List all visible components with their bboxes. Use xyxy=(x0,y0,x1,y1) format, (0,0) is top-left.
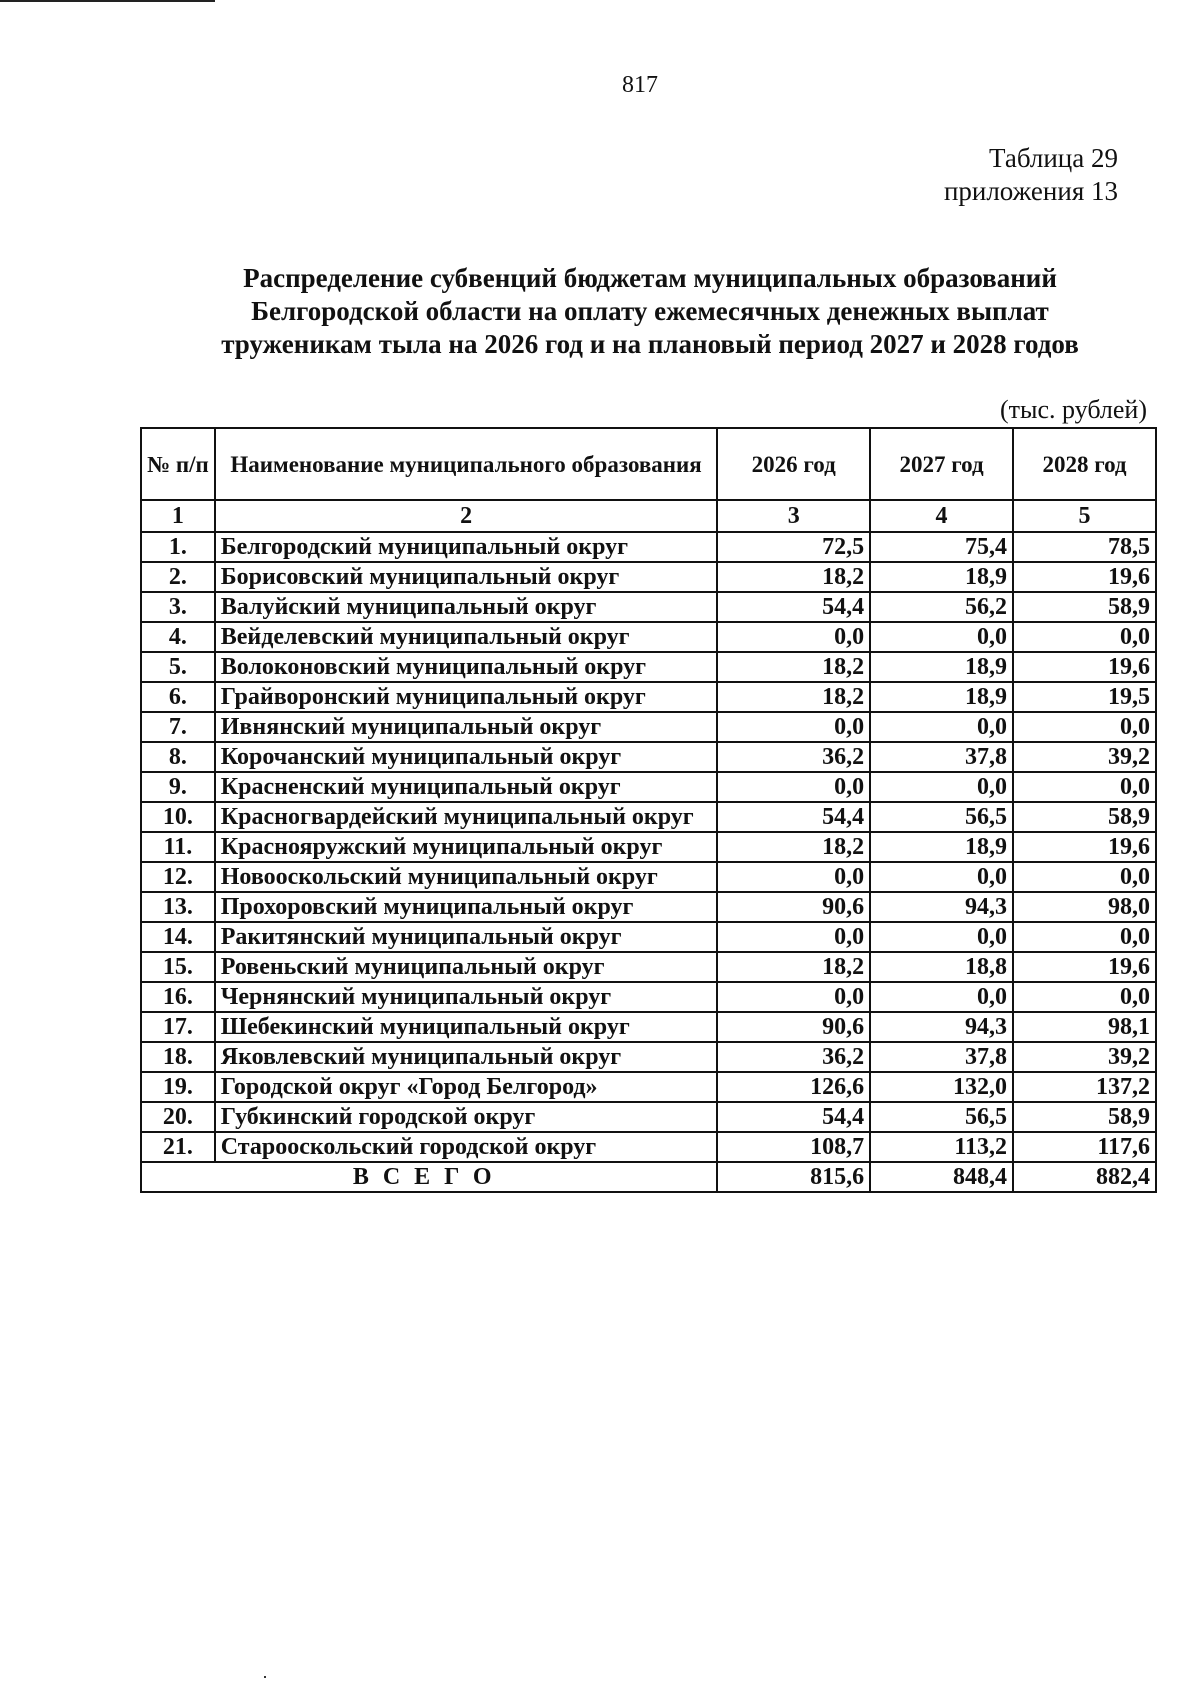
row-number: 19. xyxy=(141,1072,215,1102)
value-2027: 0,0 xyxy=(870,982,1013,1012)
table-row xyxy=(141,622,1156,652)
municipality-name: Красногвардейский муниципальный округ xyxy=(215,802,718,832)
total-label: ВСЕГО xyxy=(141,1162,717,1192)
value-2027: 56,5 xyxy=(870,802,1013,832)
value-2027: 0,0 xyxy=(870,622,1013,652)
page-number: 817 xyxy=(622,72,658,98)
row-number: 3. xyxy=(141,592,215,622)
municipality-name: Белгородский муниципальный округ xyxy=(215,532,718,562)
value-2028: 39,2 xyxy=(1013,1042,1156,1072)
value-2027: 18,8 xyxy=(870,952,1013,982)
municipality-name: Новооскольский муниципальный округ xyxy=(215,862,718,892)
value-2027: 132,0 xyxy=(870,1072,1013,1102)
value-2028: 19,5 xyxy=(1013,682,1156,712)
value-2028: 0,0 xyxy=(1013,622,1156,652)
row-number: 1. xyxy=(141,532,215,562)
municipality-name: Шебекинский муниципальный округ xyxy=(215,1012,718,1042)
subvention-table xyxy=(140,427,1157,1193)
municipality-name: Ивнянский муниципальный округ xyxy=(215,712,718,742)
table-row xyxy=(141,862,1156,892)
value-2027: 94,3 xyxy=(870,892,1013,922)
value-2027: 18,9 xyxy=(870,562,1013,592)
value-2028: 0,0 xyxy=(1013,922,1156,952)
municipality-name: Борисовский муниципальный округ xyxy=(215,562,718,592)
value-2028: 0,0 xyxy=(1013,862,1156,892)
value-2026: 0,0 xyxy=(717,982,870,1012)
value-2027: 94,3 xyxy=(870,1012,1013,1042)
value-2027: 18,9 xyxy=(870,652,1013,682)
value-2026: 54,4 xyxy=(717,802,870,832)
document-title xyxy=(150,262,1150,361)
value-2028: 58,9 xyxy=(1013,802,1156,832)
column-number: 2 xyxy=(215,500,718,532)
value-2026: 0,0 xyxy=(717,862,870,892)
row-number: 20. xyxy=(141,1102,215,1132)
municipality-name: Валуйский муниципальный округ xyxy=(215,592,718,622)
column-number: 4 xyxy=(870,500,1013,532)
row-number: 16. xyxy=(141,982,215,1012)
municipality-name: Старооскольский городской округ xyxy=(215,1132,718,1162)
table-reference xyxy=(944,142,1118,208)
value-2028: 39,2 xyxy=(1013,742,1156,772)
total-value-2027: 848,4 xyxy=(870,1162,1013,1192)
scan-edge-line xyxy=(0,0,215,2)
value-2027: 56,2 xyxy=(870,592,1013,622)
header-2027: 2027 год xyxy=(870,428,1013,500)
value-2027: 0,0 xyxy=(870,862,1013,892)
municipality-name: Вейделевский муниципальный округ xyxy=(215,622,718,652)
table-row xyxy=(141,772,1156,802)
table-row xyxy=(141,982,1156,1012)
table-row xyxy=(141,682,1156,712)
value-2026: 0,0 xyxy=(717,772,870,802)
municipality-name: Губкинский городской округ xyxy=(215,1102,718,1132)
municipality-name: Краснояружский муниципальный округ xyxy=(215,832,718,862)
row-number: 7. xyxy=(141,712,215,742)
value-2026: 36,2 xyxy=(717,1042,870,1072)
value-2026: 126,6 xyxy=(717,1072,870,1102)
scan-speck xyxy=(264,1676,266,1678)
table-row xyxy=(141,652,1156,682)
value-2027: 18,9 xyxy=(870,682,1013,712)
table-row xyxy=(141,592,1156,622)
value-2027: 0,0 xyxy=(870,712,1013,742)
value-2026: 0,0 xyxy=(717,622,870,652)
value-2028: 78,5 xyxy=(1013,532,1156,562)
row-number: 5. xyxy=(141,652,215,682)
table-row xyxy=(141,532,1156,562)
municipality-name: Прохоровский муниципальный округ xyxy=(215,892,718,922)
value-2027: 56,5 xyxy=(870,1102,1013,1132)
municipality-name: Ровеньский муниципальный округ xyxy=(215,952,718,982)
header-name: Наименование муниципального образования xyxy=(215,428,718,500)
row-number: 10. xyxy=(141,802,215,832)
municipality-name: Ракитянский муниципальный округ xyxy=(215,922,718,952)
value-2026: 0,0 xyxy=(717,922,870,952)
value-2028: 137,2 xyxy=(1013,1072,1156,1102)
value-2027: 37,8 xyxy=(870,742,1013,772)
column-number: 1 xyxy=(141,500,215,532)
table-row xyxy=(141,802,1156,832)
row-number: 12. xyxy=(141,862,215,892)
row-number: 8. xyxy=(141,742,215,772)
municipality-name: Грайворонский муниципальный округ xyxy=(215,682,718,712)
total-row xyxy=(141,1162,1156,1192)
value-2028: 98,1 xyxy=(1013,1012,1156,1042)
value-2028: 0,0 xyxy=(1013,712,1156,742)
value-2028: 0,0 xyxy=(1013,982,1156,1012)
row-number: 4. xyxy=(141,622,215,652)
table-row xyxy=(141,1072,1156,1102)
value-2028: 98,0 xyxy=(1013,892,1156,922)
table-row xyxy=(141,562,1156,592)
value-2026: 54,4 xyxy=(717,1102,870,1132)
value-2027: 18,9 xyxy=(870,832,1013,862)
table-row xyxy=(141,922,1156,952)
table-reference-line-2: приложения 13 xyxy=(943,176,1118,206)
row-number: 17. xyxy=(141,1012,215,1042)
row-number: 2. xyxy=(141,562,215,592)
municipality-name: Волоконовский муниципальный округ xyxy=(215,652,718,682)
table-row xyxy=(141,952,1156,982)
document-title-line-3: труженикам тыла на 2026 год и на плановый период 2027 и 2028 годов xyxy=(221,329,1079,359)
municipality-name: Корочанский муниципальный округ xyxy=(215,742,718,772)
table-row xyxy=(141,1042,1156,1072)
value-2027: 75,4 xyxy=(870,532,1013,562)
row-number: 14. xyxy=(141,922,215,952)
column-number: 5 xyxy=(1013,500,1156,532)
value-2028: 117,6 xyxy=(1013,1132,1156,1162)
value-2026: 18,2 xyxy=(717,682,870,712)
units-label: (тыс. рублей) xyxy=(999,395,1147,424)
row-number: 6. xyxy=(141,682,215,712)
row-number: 11. xyxy=(141,832,215,862)
row-number: 18. xyxy=(141,1042,215,1072)
value-2026: 18,2 xyxy=(717,652,870,682)
value-2026: 108,7 xyxy=(717,1132,870,1162)
value-2026: 54,4 xyxy=(717,592,870,622)
value-2026: 36,2 xyxy=(717,742,870,772)
header-2028: 2028 год xyxy=(1013,428,1156,500)
table-reference-line-1: Таблица 29 xyxy=(989,143,1118,173)
table-row xyxy=(141,892,1156,922)
value-2027: 0,0 xyxy=(870,772,1013,802)
table-row xyxy=(141,712,1156,742)
document-title-line-2: Белгородской области на оплату ежемесячных денежных выплат xyxy=(251,296,1049,326)
value-2028: 19,6 xyxy=(1013,562,1156,592)
municipality-name: Яковлевский муниципальный округ xyxy=(215,1042,718,1072)
value-2026: 90,6 xyxy=(717,892,870,922)
row-number: 13. xyxy=(141,892,215,922)
municipality-name: Красненский муниципальный округ xyxy=(215,772,718,802)
value-2027: 37,8 xyxy=(870,1042,1013,1072)
municipality-name: Городской округ «Город Белгород» xyxy=(215,1072,718,1102)
table-body xyxy=(141,428,1156,1192)
value-2028: 19,6 xyxy=(1013,652,1156,682)
value-2027: 0,0 xyxy=(870,922,1013,952)
column-number-row xyxy=(141,500,1156,532)
value-2026: 0,0 xyxy=(717,712,870,742)
header-2026: 2026 год xyxy=(717,428,870,500)
table-row xyxy=(141,1012,1156,1042)
value-2028: 19,6 xyxy=(1013,832,1156,862)
value-2027: 113,2 xyxy=(870,1132,1013,1162)
table-row xyxy=(141,1132,1156,1162)
header-row xyxy=(141,428,1156,500)
table-row xyxy=(141,742,1156,772)
value-2028: 19,6 xyxy=(1013,952,1156,982)
value-2026: 18,2 xyxy=(717,952,870,982)
value-2028: 58,9 xyxy=(1013,1102,1156,1132)
table-row xyxy=(141,1102,1156,1132)
value-2026: 18,2 xyxy=(717,832,870,862)
value-2026: 90,6 xyxy=(717,1012,870,1042)
total-value-2028: 882,4 xyxy=(1013,1162,1156,1192)
municipality-name: Чернянский муниципальный округ xyxy=(215,982,718,1012)
value-2028: 58,9 xyxy=(1013,592,1156,622)
column-number: 3 xyxy=(717,500,870,532)
table-row xyxy=(141,832,1156,862)
row-number: 15. xyxy=(141,952,215,982)
header-number: № п/п xyxy=(141,428,215,500)
total-value-2026: 815,6 xyxy=(717,1162,870,1192)
row-number: 9. xyxy=(141,772,215,802)
row-number: 21. xyxy=(141,1132,215,1162)
value-2026: 72,5 xyxy=(717,532,870,562)
document-title-line-1: Распределение субвенций бюджетам муниципальных образований xyxy=(243,263,1057,293)
value-2026: 18,2 xyxy=(717,562,870,592)
value-2028: 0,0 xyxy=(1013,772,1156,802)
